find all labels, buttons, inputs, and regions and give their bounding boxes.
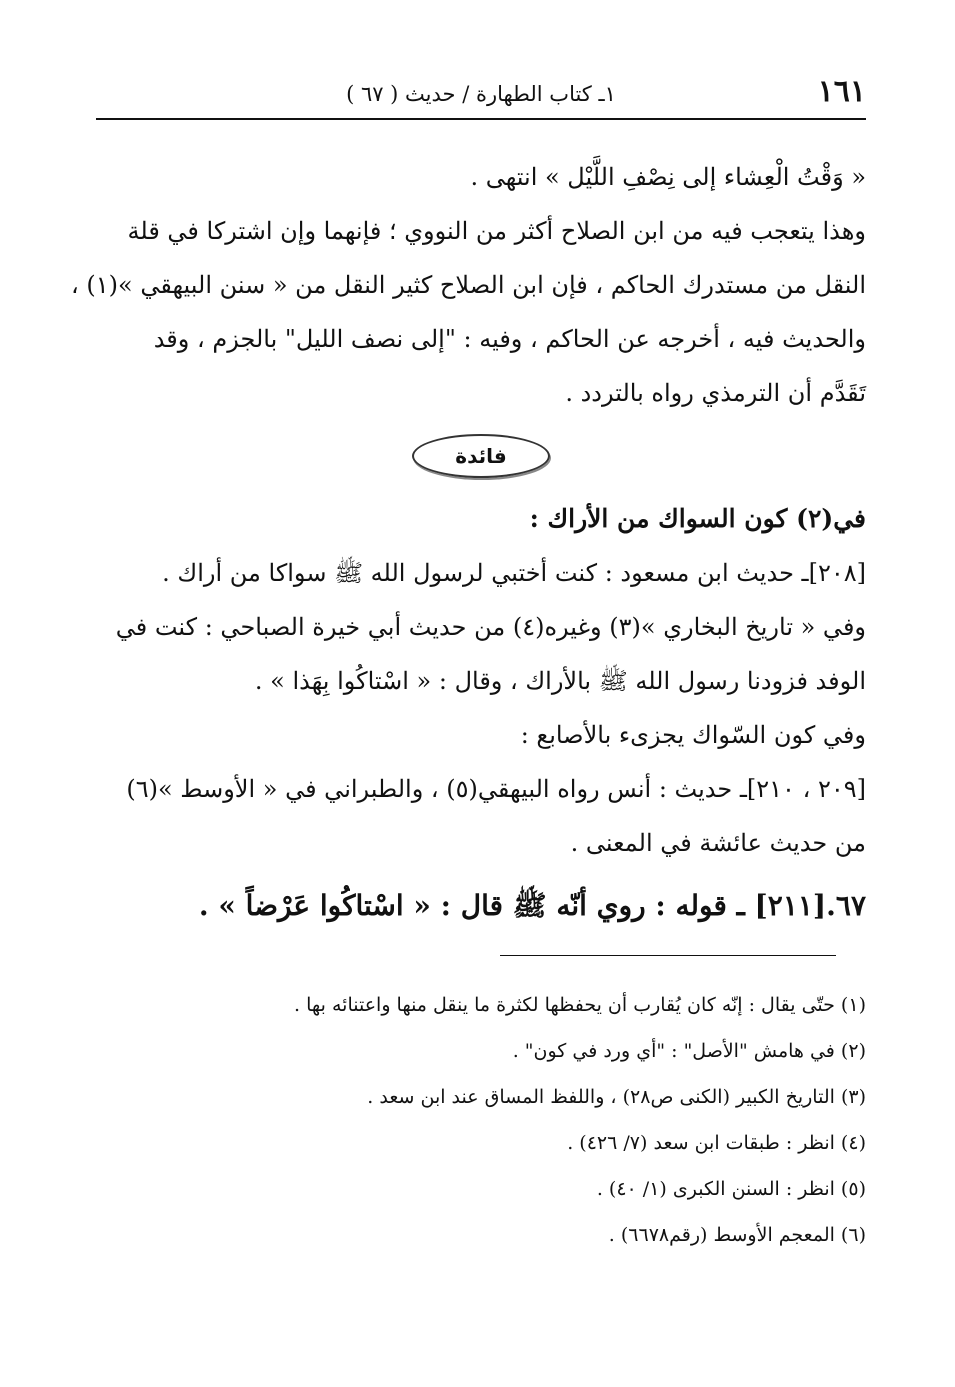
text-line: والحديث فيه ، أخرجه عن الحاكم ، وفيه : "إلى نصف الليل" بالجزم ، وقد bbox=[153, 325, 866, 353]
text-line: تَقَدَّم أن الترمذي رواه بالتردد . bbox=[565, 379, 866, 407]
text-line: النقل من مستدرك الحاكم ، فإن ابن الصلاح كثير النقل من « سنن البيهقي »(١) ، bbox=[71, 271, 866, 299]
page-number: ١٦١ bbox=[817, 74, 866, 109]
text-line: وفي كون السّواك يجزىء بالأصابع : bbox=[520, 721, 866, 749]
footnote: (٢) في هامش "الأصل" : "أي ورد في كون" . bbox=[512, 1040, 866, 1062]
page-header bbox=[96, 68, 866, 120]
text-line: من حديث عائشة في المعنى . bbox=[570, 829, 866, 857]
text-line: « وَقْتُ الْعِشاء إلى نِصْفِ اللَّيْل » انتهى . bbox=[470, 163, 866, 191]
footnote: (٥) انظر : السنن الكبرى (١/ ٤٠) . bbox=[596, 1178, 866, 1200]
footnotes bbox=[96, 982, 866, 1258]
benefit-badge-container bbox=[96, 420, 866, 492]
text-line: وفي « تاريخ البخاري »(٣) وغيره(٤) من حديث أبي خيرة الصباحي : كنت في bbox=[115, 613, 866, 641]
hadith-heading: ٦٧.[٢١١] ـ قوله : روي أنّه ﷺ قال : « اسْتاكُوا عَرْضاً » . bbox=[198, 889, 866, 922]
text-line: [٢٠٨]ـ حديث ابن مسعود : كنت أختبي لرسول الله ﷺ سواكا من أراك . bbox=[162, 559, 866, 587]
main-text bbox=[71, 150, 866, 942]
footnote: (٣) التاريخ الكبير (الكنى ص٢٨) ، واللفظ المساق عند ابن سعد . bbox=[367, 1086, 866, 1108]
footnote-divider bbox=[500, 955, 836, 956]
text-line: [٢٠٩ ، ٢١٠]ـ حديث : أنس رواه البيهقي(٥) ، والطبراني في « الأوسط »(٦) bbox=[126, 775, 866, 803]
footnote: (٤) انظر : طبقات ابن سعد (٧/ ٤٢٦) . bbox=[567, 1132, 866, 1154]
footnote: (١) حتّى يقال : إنّه كان يُقارب أن يحفظها لكثرة ما ينقل منها واعتنائه بها . bbox=[294, 994, 866, 1016]
text-line: الوفد فزودنا رسول الله ﷺ بالأراك ، وقال : « اسْتاكُوا بِهَذا » . bbox=[254, 667, 866, 695]
section-subheading: في(٢) كون السواك من الأراك : bbox=[529, 504, 866, 533]
footnote: (٦) المعجم الأوسط (رقم٦٦٧٨) . bbox=[608, 1224, 866, 1246]
text-line: وهذا يتعجب فيه من ابن الصلاح أكثر من النووي ؛ فإنهما وإن اشتركا في قلة bbox=[127, 217, 866, 245]
running-title: ١ـ كتاب الطهارة / حديث ( ٦٧ ) bbox=[346, 82, 616, 106]
benefit-badge: فائدة bbox=[412, 434, 550, 478]
